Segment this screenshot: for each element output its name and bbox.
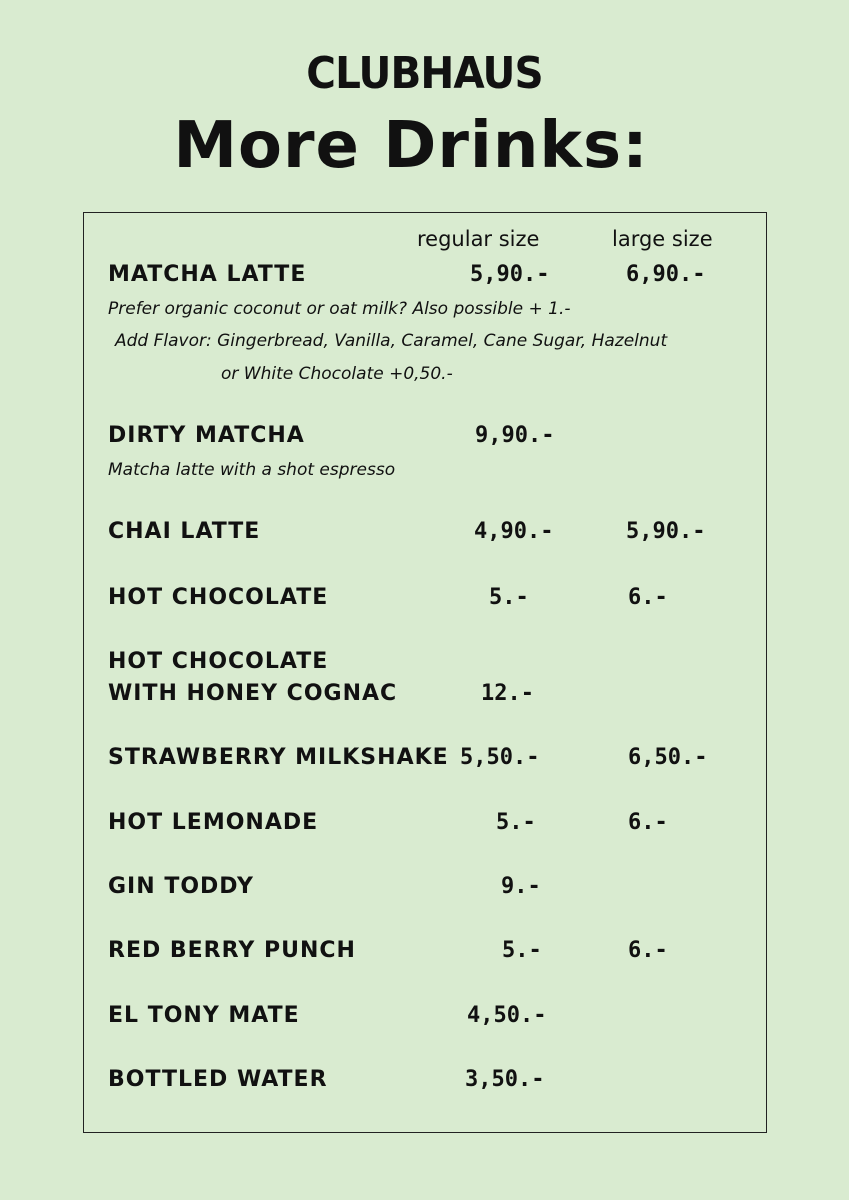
price-large-red-berry-punch: 6.- <box>628 938 668 963</box>
item-name-hot-chocolate: HOT CHOCOLATE <box>108 585 329 610</box>
item-name-hot-chocolate-cognac: HOT CHOCOLATE <box>108 649 329 674</box>
item-name-hot-lemonade: HOT LEMONADE <box>108 810 319 835</box>
item-name-gin-toddy: GIN TODDY <box>108 874 254 899</box>
price-regular-chai-latte: 4,90.- <box>474 519 554 544</box>
price-regular-red-berry-punch: 5.- <box>502 938 542 963</box>
price-regular-hot-lemonade: 5.- <box>496 810 536 835</box>
note-matcha-flavors: Add Flavor: Gingerbread, Vanilla, Caramel, Cane Sugar, Hazelnut <box>115 331 668 351</box>
page-title: More Drinks: <box>173 109 649 183</box>
note-matcha-white-chocolate: or White Chocolate +0,50.- <box>221 364 453 384</box>
item-name-strawberry-milkshake: STRAWBERRY MILKSHAKE <box>108 745 449 770</box>
price-regular-dirty-matcha: 9,90.- <box>475 423 555 448</box>
item-name-bottled-water: BOTTLED WATER <box>108 1067 328 1092</box>
regular-size-header: regular size <box>417 227 540 251</box>
price-large-hot-lemonade: 6.- <box>628 810 668 835</box>
price-large-strawberry-milkshake: 6,50.- <box>628 745 708 770</box>
price-large-chai-latte: 5,90.- <box>626 519 706 544</box>
item-name-red-berry-punch: RED BERRY PUNCH <box>108 938 356 963</box>
note-dirty-matcha: Matcha latte with a shot espresso <box>108 460 396 480</box>
large-size-header: large size <box>612 227 713 251</box>
price-regular-el-tony-mate: 4,50.- <box>467 1003 547 1028</box>
item-name-el-tony-mate: EL TONY MATE <box>108 1003 300 1028</box>
item-name-matcha-latte: MATCHA LATTE <box>108 262 307 287</box>
price-regular-gin-toddy: 9.- <box>501 874 541 899</box>
price-regular-strawberry-milkshake: 5,50.- <box>460 745 540 770</box>
item-name-hot-chocolate-cognac-line2: WITH HONEY COGNAC <box>108 681 398 706</box>
price-regular-hot-chocolate-cognac: 12.- <box>481 681 534 706</box>
item-name-chai-latte: CHAI LATTE <box>108 519 261 544</box>
note-matcha-milk-option: Prefer organic coconut or oat milk? Also possible + 1.- <box>108 299 571 319</box>
price-large-matcha-latte: 6,90.- <box>626 262 706 287</box>
brand-logo: CLUBHAUS <box>306 48 543 99</box>
price-large-hot-chocolate: 6.- <box>628 585 668 610</box>
price-regular-matcha-latte: 5,90.- <box>470 262 550 287</box>
price-regular-hot-chocolate: 5.- <box>489 585 529 610</box>
item-name-dirty-matcha: DIRTY MATCHA <box>108 423 305 448</box>
price-regular-bottled-water: 3,50.- <box>465 1067 545 1092</box>
